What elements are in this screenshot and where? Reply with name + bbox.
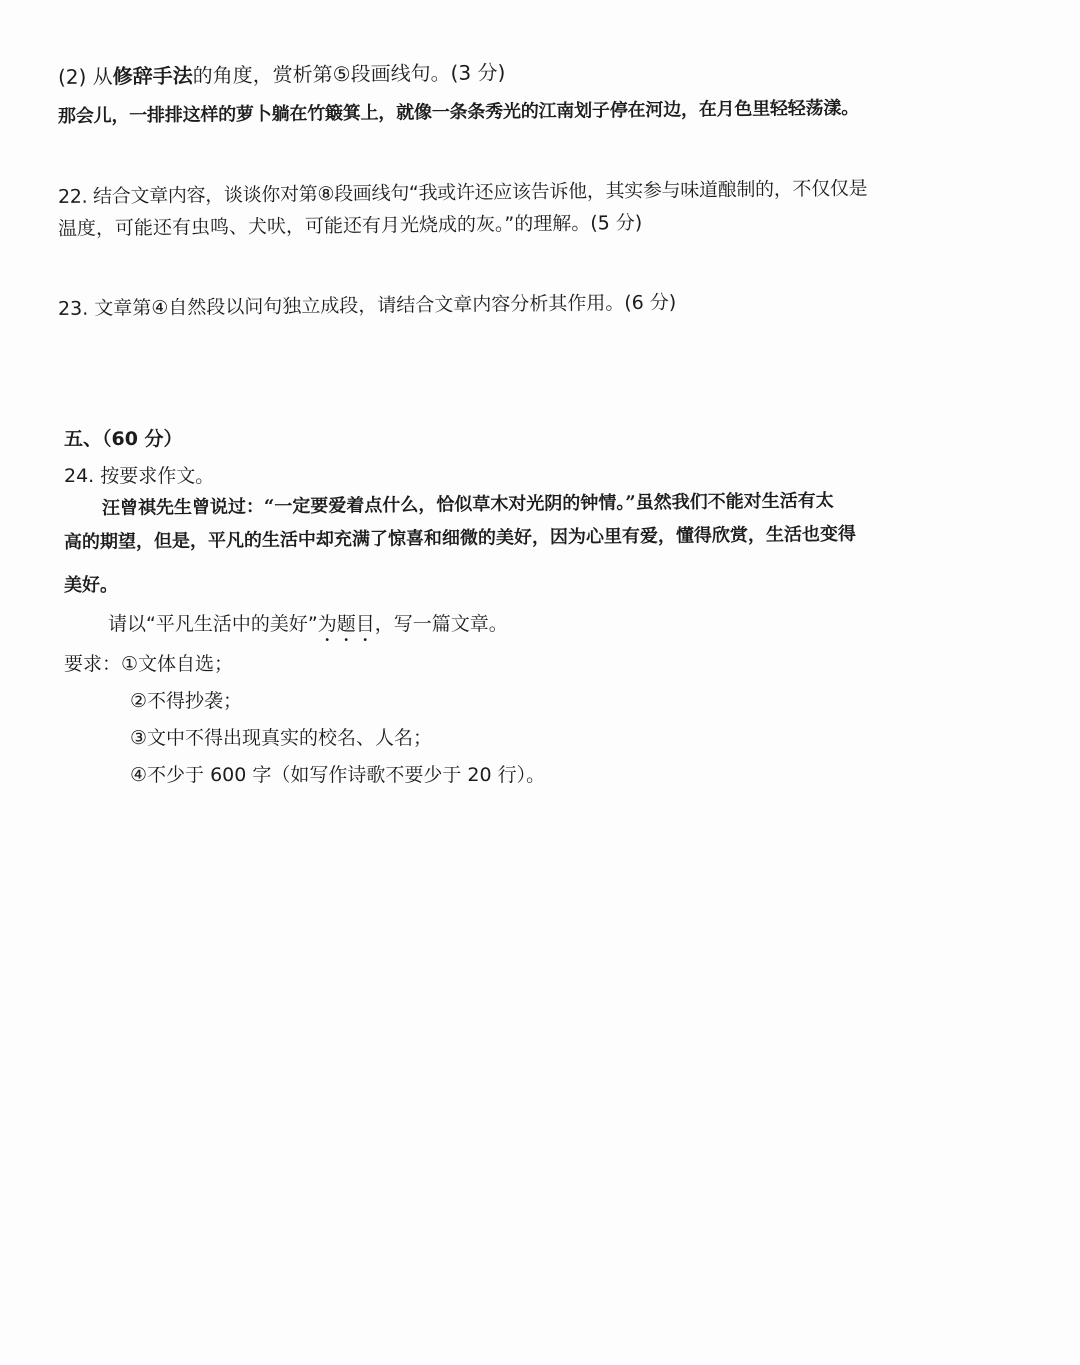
essay-title-instruction [108,611,508,646]
essay-prompt-line-2: 高的期望，但是，平凡的生活中却充满了惊喜和细微的美好，因为心里有爱，懂得欣赏，生活也变得 [63,523,857,553]
question-21-2-quote: 那会儿，一排排这样的萝卜躺在竹簸箕上，就像一条条秀光的江南划子停在河边，在月色里轻轻荡漾。 [57,97,860,127]
question-22-line-2: 温度，可能还有虫鸣、犬吠，可能还有月光烧成的灰。”的理解。(5 分) [57,211,643,240]
question-22-line-1: 22. 结合文章内容，谈谈你对第⑧段画线句“我或许还应该告诉他，其实参与味道酿制的，不仅仅是 [57,177,868,208]
question-21-2-prefix: 从 [92,64,113,89]
essay-title-instruction-dotted: 为题目 [317,613,375,635]
essay-prompt-line-3: 美好。 [64,575,118,596]
essay-title-instruction-before: 请以“平凡生活中的美好” [108,613,318,635]
question-21-2-rest: 的角度，赏析第⑤段画线句。(3 分) [192,60,506,88]
section-5-heading: 五、（60 分） [64,428,183,450]
essay-prompt-line-1: 汪曾祺先生曾说过：“一定要爱着点什么，恰似草木对光阴的钟情。”虽然我们不能对生活有太 [101,490,834,519]
question-24-title: 24. 按要求作文。 [64,465,215,487]
requirements-line-1 [64,651,233,677]
essay-title-instruction-after: ，写一篇文章。 [374,613,508,635]
question-21-2 [58,59,506,90]
question-23: 23. 文章第④自然段以问句独立成段，请结合文章内容分析其作用。(6 分) [57,291,677,320]
question-21-2-label: (2) [57,64,87,89]
requirements-label: 要求： [64,653,122,675]
requirement-1: ①文体自选； [121,653,234,675]
requirement-3: ③文中不得出现真实的校名、人名； [130,727,433,749]
requirement-2: ②不得抄袭； [130,690,243,712]
question-21-2-emphasis: 修辞手法 [112,63,193,89]
requirement-4: ④不少于 600 字（如写作诗歌不要少于 20 行）。 [130,764,546,786]
